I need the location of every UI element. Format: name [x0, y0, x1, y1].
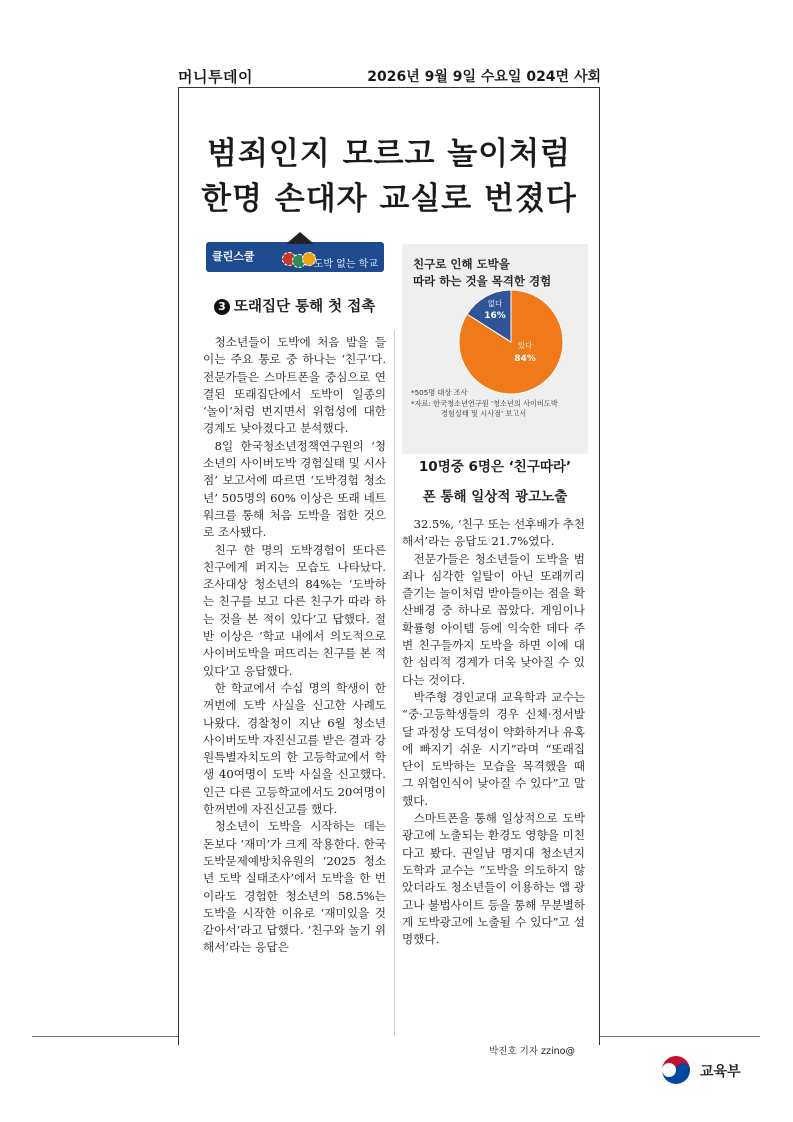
headline-line-1: 범죄인지 모르고 놀이처럼 [207, 136, 571, 172]
subhead-1 [214, 295, 375, 316]
pie-label-yes: 있다 [517, 341, 533, 350]
subhead-2-line-2: 폰 통해 일상적 광고노출 [422, 489, 568, 505]
casino-chips-icon [282, 252, 316, 266]
article-paragraph: 청소년이 도박을 시작하는 데는 돈보다 ‘재미’가 크게 작용한다. 한국도박문제예방치유원의 ‘2025 청소년 도박 실태조사’에서 도박을 한 번이라도 경험한 청소년의 58.5%는 도박을 시작한 이유로 ‘재미있을 것 같아서’라고 답했다. ‘친구와 놀기 위해서’라는 응답은 [203, 819, 386, 955]
footer-rule-left [32, 1036, 178, 1037]
byline: 박진호 기자 zzino@ [489, 1046, 575, 1057]
pie-label-no: 없다 [487, 299, 503, 308]
series-banner-right: 도박 없는 학교 [313, 259, 378, 270]
pie-value-no: 16% [484, 311, 506, 321]
chart-title-line-2: 따라 하는 것을 목격한 경험 [413, 274, 552, 288]
house-icon [286, 232, 314, 244]
article-paragraph: 청소년들이 도박에 처음 발을 들이는 주요 통로 중 하나는 ‘친구’다. 전문가들은 스마트폰을 중심으로 연결된 또래집단에서 도박이 일종의 ‘놀이’처럼 번지면서 위험성에 대한 경계도 낮아졌다고 분석했다. [203, 335, 386, 436]
column-divider [394, 330, 395, 1036]
chart-title-line-1: 친구로 인해 도박을 [413, 257, 510, 271]
chart-note [411, 388, 587, 420]
ministry-logo-icon [659, 1053, 693, 1087]
pie-chart [457, 288, 565, 396]
ministry-logo-text: 교육부 [700, 1064, 741, 1080]
article-column-2 [402, 516, 585, 948]
publication-date: 2026년 9월 9일 수요일 024면 사회 [367, 69, 601, 85]
subhead-1-text: 또래집단 통해 첫 접촉 [234, 299, 376, 315]
footer-rule-right [600, 1036, 760, 1037]
series-banner-left: 클린스쿨 [212, 250, 255, 263]
chart-note-1: *505명 대상 조사 [411, 388, 468, 397]
article-paragraph: 8일 한국청소년정책연구원의 ‘청소년의 사이버도박 경험실태 및 시사점’ 보고서에 따르면 ‘도박경험 청소년’ 505명의 60% 이상은 또래 네트워크를 통해 처음 도박을 접한 것으로 조사됐다. [203, 438, 386, 540]
series-banner [206, 242, 384, 272]
publication-name: 머니투데이 [178, 68, 253, 86]
pie-value-yes: 84% [514, 354, 536, 364]
article-paragraph: 박주형 경인교대 교육학과 교수는 “중·고등학생들의 경우 신체·정서발달 과정상 도덕성이 약화하거나 유혹에 빠지기 쉬운 시기”라며 “또래집단이 도박하는 모습을 목격했을 때 그 위험인식이 낮아질 수 있다”고 말했다. [402, 689, 585, 808]
chart-note-3: 경험실태 및 시사점' 보고서 [441, 409, 527, 418]
headline-line-2: 한명 손대자 교실로 번졌다 [201, 181, 577, 217]
article-column-1 [203, 334, 386, 957]
subhead-2-line-1: 10명중 6명은 ‘친구따라’ [418, 459, 572, 475]
article-paragraph: 32.5%, ‘친구 또는 선후배가 추천해서’라는 응답도 21.7%였다. [402, 517, 585, 549]
chart-title [413, 256, 583, 290]
chart-note-2: *자료: 한국청소년연구원 '청소년의 사이버도박 [411, 398, 558, 408]
article-paragraph: 스마트폰을 통해 일상적으로 도박광고에 노출되는 환경도 영향을 미친다고 봤다. 권일남 명지대 청소년지도학과 교수는 “도박을 의도하지 않았더라도 청소년들이 이용하는 앱 광고나 불법사이트 등을 통해 무분별하게 도박광고에 노출될 수 있다”고 설명했다. [402, 811, 585, 947]
article-paragraph: 전문가들은 청소년들이 도박을 범죄나 심각한 일탈이 아닌 또래끼리 즐기는 놀이처럼 받아들이는 점을 확산배경 중 하나로 꼽았다. 게임이나 확률형 아이템 등에 익숙한 데다 주변 친구들까지 도박을 하면 이에 대한 심리적 경계가 더욱 낮아질 수 있다는 것이다. [402, 551, 585, 687]
article-paragraph: 한 학교에서 수십 명의 학생이 한꺼번에 도박 사실을 신고한 사례도 나왔다. 경찰청이 지난 6월 청소년 사이버도박 자진신고를 받은 결과 강원특별자치도의 한 고등학교에서 학생 40여명이 도박 사실을 신고했다. 인근 다른 고등학교에서도 20여명이 한꺼번에 자진신고를 했다. [203, 680, 386, 817]
number-badge: 3 [214, 299, 230, 315]
article-paragraph: 친구 한 명의 도박경험이 또다른 친구에게 퍼지는 모습도 나타났다. 조사대상 청소년의 84%는 ‘도박하는 친구를 보고 다른 친구가 따라 하는 것을 본 적이 있다’고 답했다. 절반 이상은 ‘학교 내에서 의도적으로 사이버도박을 퍼뜨리는 친구를 본 적 있다’고 응답했다. [203, 542, 386, 678]
